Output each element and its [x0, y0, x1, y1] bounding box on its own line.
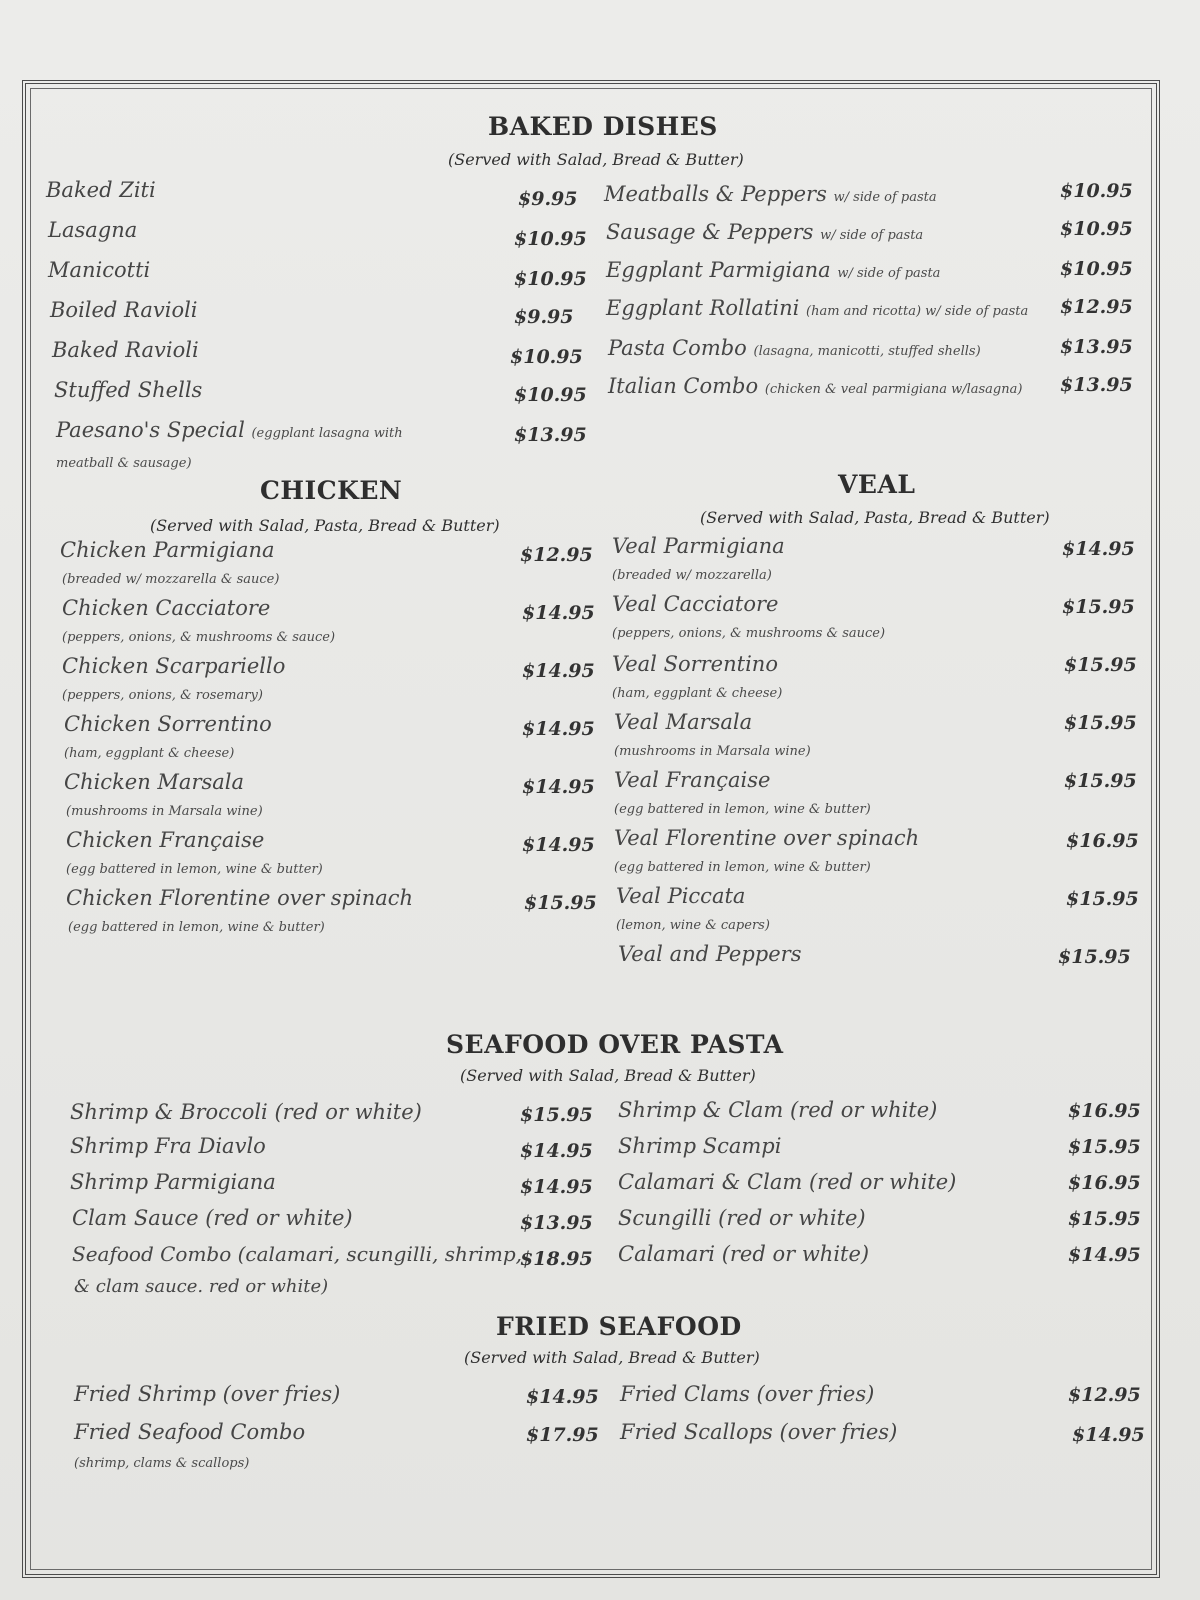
menu-item-name: Scungilli (red or white) [618, 1206, 866, 1230]
menu-item-price: $14.95 [1068, 1244, 1141, 1266]
menu-item-price: $15.95 [1058, 946, 1131, 968]
menu-item-row [606, 296, 1028, 320]
menu-item-price: $9.95 [518, 188, 578, 210]
menu-item-price: $14.95 [520, 1176, 593, 1198]
menu-item-name: Fried Shrimp (over fries) [74, 1382, 341, 1406]
menu-item-name: Shrimp Scampi [618, 1134, 782, 1158]
menu-item-name: Paesano's Special [56, 418, 245, 442]
menu-item-price: $10.95 [1060, 218, 1133, 240]
menu-item-price: $10.95 [1060, 180, 1133, 202]
section-title-fried-seafood: FRIED SEAFOOD [496, 1312, 742, 1341]
menu-item-note: w/ side of pasta [837, 266, 941, 281]
menu-item-description: (shrimp, clams & scallops) [74, 1456, 250, 1471]
section-title-seafood-over-pasta: SEAFOOD OVER PASTA [446, 1030, 784, 1059]
menu-item-name: Chicken Parmigiana [60, 538, 275, 562]
menu-item-name: Chicken Cacciatore [62, 596, 271, 620]
menu-item-price: $9.95 [514, 306, 574, 328]
menu-item-price: $14.95 [522, 602, 595, 624]
menu-item-price: $10.95 [1060, 258, 1133, 280]
menu-item-row [608, 336, 981, 360]
menu-item-name: Chicken Marsala [64, 770, 245, 794]
menu-item-name: Shrimp & Broccoli (red or white) [70, 1100, 422, 1124]
section-subtitle-chicken: (Served with Salad, Pasta, Bread & Butter) [150, 516, 500, 535]
menu-item-price: $14.95 [522, 718, 595, 740]
menu-item-price: $15.95 [1064, 770, 1137, 792]
menu-item-row [606, 220, 923, 244]
menu-item-price: $13.95 [520, 1212, 593, 1234]
menu-item-name: Italian Combo [608, 374, 759, 398]
menu-item-name: Fried Clams (over fries) [620, 1382, 875, 1406]
menu-item-name: Stuffed Shells [54, 378, 203, 402]
menu-item-name: Baked Ziti [46, 178, 156, 202]
menu-item-price: $15.95 [1068, 1208, 1141, 1230]
section-title-veal: VEAL [838, 470, 916, 499]
menu-item-row [604, 182, 937, 206]
menu-item-description: (egg battered in lemon, wine & butter) [66, 862, 323, 877]
menu-item-price: $15.95 [1064, 654, 1137, 676]
menu-item-description: (mushrooms in Marsala wine) [66, 804, 263, 819]
menu-item-name: Chicken Sorrentino [64, 712, 272, 736]
menu-item-price: $18.95 [520, 1248, 593, 1270]
menu-item-description: (breaded w/ mozzarella & sauce) [62, 572, 280, 587]
menu-item-price: $14.95 [1062, 538, 1135, 560]
menu-item-note: (ham and ricotta) w/ side of pasta [806, 304, 1029, 319]
menu-item-name: Seafood Combo (calamari, scungilli, shrimp, [72, 1242, 522, 1266]
section-subtitle-fried-seafood: (Served with Salad, Bread & Butter) [464, 1348, 760, 1367]
menu-item-name: Veal Florentine over spinach [614, 826, 920, 850]
menu-item-description: (egg battered in lemon, wine & butter) [68, 920, 325, 935]
menu-item-row [56, 418, 403, 442]
menu-item-name: Calamari (red or white) [618, 1242, 870, 1266]
menu-item-row [606, 258, 940, 282]
menu-item-price: $12.95 [1068, 1384, 1141, 1406]
menu-item-price: $15.95 [1068, 1136, 1141, 1158]
section-subtitle-veal: (Served with Salad, Pasta, Bread & Butter) [700, 508, 1050, 527]
menu-item-description: (ham, eggplant & cheese) [612, 686, 783, 701]
menu-item-price: $16.95 [1066, 830, 1139, 852]
menu-item-price: $15.95 [520, 1104, 593, 1126]
menu-item-description: (egg battered in lemon, wine & butter) [614, 802, 871, 817]
menu-item-name: Veal Française [614, 768, 771, 792]
section-title-chicken: CHICKEN [260, 476, 403, 505]
menu-item-price: $13.95 [1060, 336, 1133, 358]
menu-item-name: Pasta Combo [608, 336, 747, 360]
menu-item-description: (peppers, onions, & mushrooms & sauce) [62, 630, 336, 645]
menu-item-name: Sausage & Peppers [606, 220, 814, 244]
menu-item-name: Meatballs & Peppers [604, 182, 827, 206]
menu-item-note: (lasagna, manicotti, stuffed shells) [753, 344, 981, 359]
menu-item-price: $13.95 [514, 424, 587, 446]
menu-item-price: $10.95 [514, 384, 587, 406]
menu-item-price: $17.95 [526, 1424, 599, 1446]
menu-item-name: Baked Ravioli [52, 338, 199, 362]
menu-item-name: Veal Sorrentino [612, 652, 778, 676]
menu-item-price: $12.95 [1060, 296, 1133, 318]
menu-item-name: Clam Sauce (red or white) [72, 1206, 353, 1230]
menu-item-description: (egg battered in lemon, wine & butter) [614, 860, 871, 875]
menu-item-note: w/ side of pasta [833, 190, 937, 205]
menu-item-description: (peppers, onions, & rosemary) [62, 688, 263, 703]
menu-item-name: Boiled Ravioli [50, 298, 198, 322]
menu-item-description: (mushrooms in Marsala wine) [614, 744, 811, 759]
section-subtitle-seafood-over-pasta: (Served with Salad, Bread & Butter) [460, 1066, 756, 1085]
menu-item-name: Eggplant Parmigiana [606, 258, 831, 282]
menu-item-price: $14.95 [526, 1386, 599, 1408]
menu-item-name: Veal and Peppers [618, 942, 802, 966]
menu-item-price: $13.95 [1060, 374, 1133, 396]
menu-item-name: Calamari & Clam (red or white) [618, 1170, 957, 1194]
menu-item-price: $15.95 [1066, 888, 1139, 910]
section-title-baked-dishes: BAKED DISHES [488, 112, 718, 141]
menu-item-price: $10.95 [514, 268, 587, 290]
menu-item-name: Eggplant Rollatini [606, 296, 800, 320]
menu-item-note: w/ side of pasta [820, 228, 924, 243]
menu-item-price: $14.95 [520, 1140, 593, 1162]
menu-item-description: (ham, eggplant & cheese) [64, 746, 235, 761]
menu-item-name: Veal Cacciatore [612, 592, 779, 616]
menu-item-price: $16.95 [1068, 1100, 1141, 1122]
menu-item-name: Chicken Française [66, 828, 265, 852]
menu-item-name-continued: & clam sauce. red or white) [74, 1276, 329, 1297]
menu-item-price: $10.95 [514, 228, 587, 250]
menu-item-name: Fried Scallops (over fries) [620, 1420, 898, 1444]
menu-item-name: Lasagna [48, 218, 138, 242]
menu-item-note: (eggplant lasagna with [251, 426, 403, 441]
menu-item-name: Manicotti [48, 258, 151, 282]
menu-item-name: Shrimp & Clam (red or white) [618, 1098, 938, 1122]
menu-item-name: Shrimp Parmigiana [70, 1170, 276, 1194]
menu-item-name: Chicken Scarpariello [62, 654, 286, 678]
section-subtitle-baked-dishes: (Served with Salad, Bread & Butter) [448, 150, 744, 169]
menu-item-price: $16.95 [1068, 1172, 1141, 1194]
menu-item-price: $14.95 [1072, 1424, 1145, 1446]
menu-item-price: $15.95 [1064, 712, 1137, 734]
menu-item-price: $12.95 [520, 544, 593, 566]
menu-item-name: Veal Piccata [616, 884, 746, 908]
menu-item-description: (breaded w/ mozzarella) [612, 568, 772, 583]
menu-item-description: (peppers, onions, & mushrooms & sauce) [612, 626, 886, 641]
menu-item-price: $14.95 [522, 834, 595, 856]
menu-item-note: (chicken & veal parmigiana w/lasagna) [764, 382, 1023, 397]
menu-item-name: Chicken Florentine over spinach [66, 886, 414, 910]
menu-item-price: $10.95 [510, 346, 583, 368]
menu-item-name: Shrimp Fra Diavlo [70, 1134, 266, 1158]
menu-item-price: $14.95 [522, 660, 595, 682]
menu-item-price: $15.95 [1062, 596, 1135, 618]
menu-item-name: Veal Parmigiana [612, 534, 785, 558]
menu-item-price: $15.95 [524, 892, 597, 914]
menu-item-row [608, 374, 1022, 398]
menu-item-description: meatball & sausage) [56, 456, 192, 471]
menu-item-description: (lemon, wine & capers) [616, 918, 770, 933]
menu-item-price: $14.95 [522, 776, 595, 798]
menu-item-name: Veal Marsala [614, 710, 753, 734]
menu-item-name: Fried Seafood Combo [74, 1420, 306, 1444]
